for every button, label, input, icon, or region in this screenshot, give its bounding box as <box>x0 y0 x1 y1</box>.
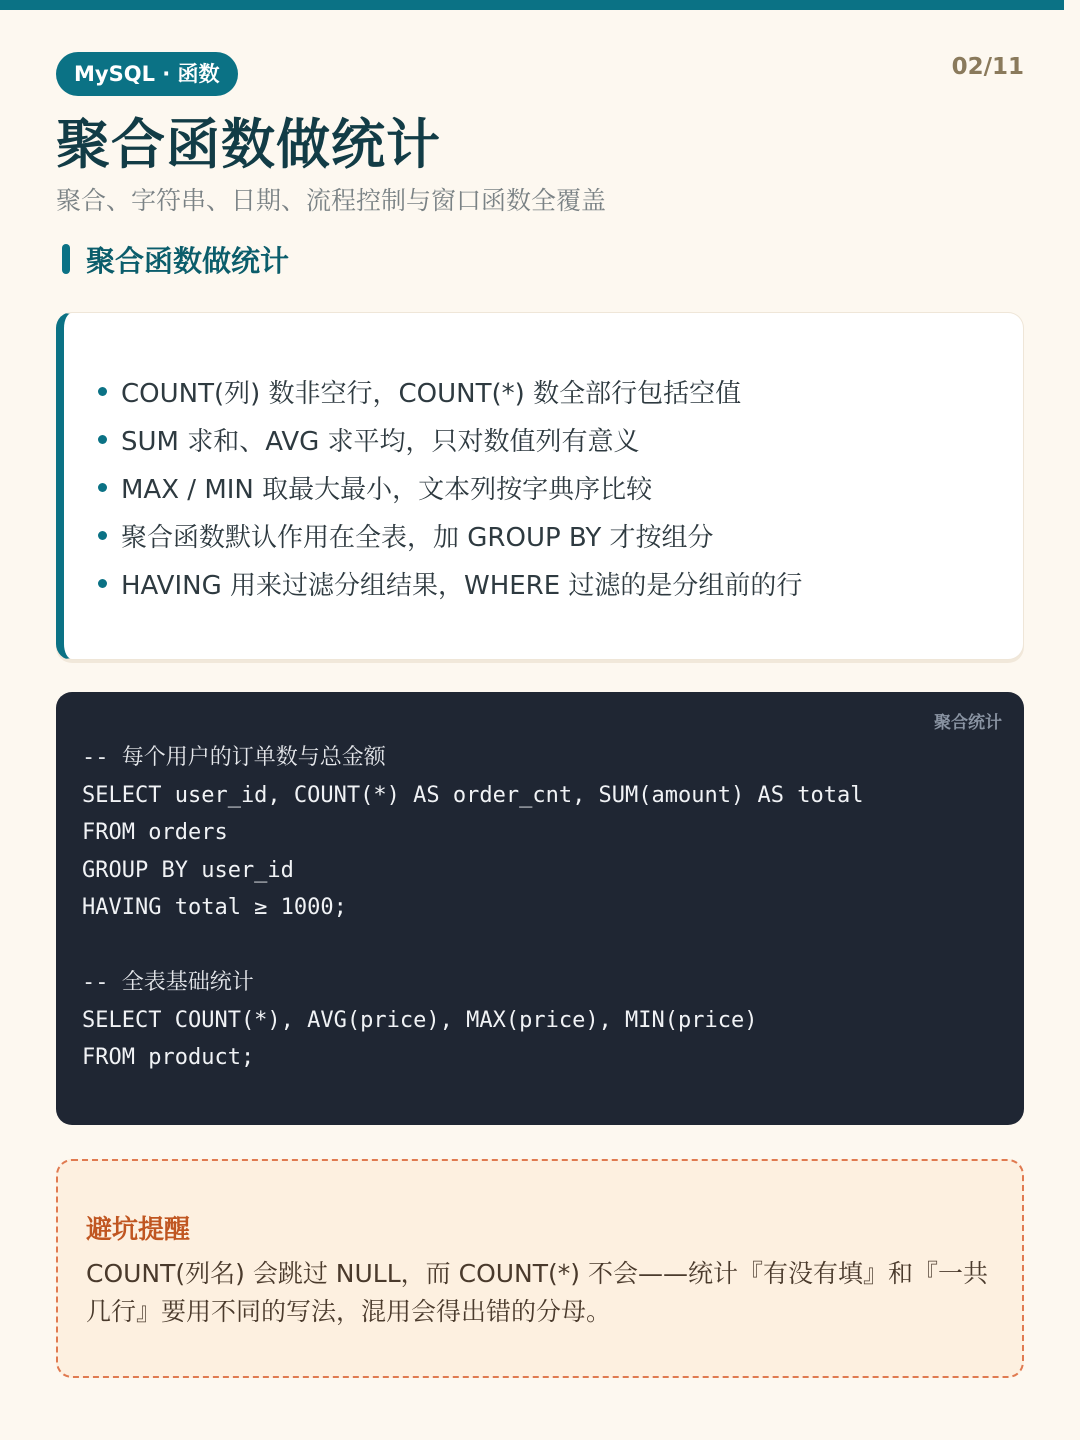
page-title: 聚合函数做统计 <box>56 113 441 176</box>
code-block <box>56 692 1024 1125</box>
list-item <box>98 367 802 415</box>
code-line: HAVING total ≥ 1000; <box>82 895 347 920</box>
topic-tag: MySQL · 函数 <box>56 52 238 96</box>
list-item-text: 聚合函数默认作用在全表，加 GROUP BY 才按组分 <box>121 522 714 553</box>
list-item <box>98 415 802 463</box>
code-line: SELECT COUNT(*), AVG(price), MAX(price), MIN(price) <box>82 1007 758 1033</box>
list-item-text: SUM 求和、AVG 求平均，只对数值列有意义 <box>121 426 640 457</box>
page-subtitle: 聚合、字符串、日期、流程控制与窗口函数全覆盖 <box>56 186 607 215</box>
code-content <box>82 739 863 1077</box>
warning-callout <box>56 1159 1024 1378</box>
page-header <box>56 52 1024 96</box>
list-item-text: MAX / MIN 取最大最小，文本列按字典序比较 <box>121 474 653 505</box>
bullet-dot-icon <box>98 483 107 492</box>
list-item <box>98 559 802 607</box>
list-item <box>98 463 802 511</box>
bullet-dot-icon <box>98 387 107 396</box>
section-heading-text: 聚合函数做统计 <box>86 243 290 278</box>
bullet-dot-icon <box>98 435 107 444</box>
code-line <box>82 927 863 965</box>
warning-body: COUNT(列名) 会跳过 NULL，而 COUNT(*) 不会——统计『有没有填』和『一共几行』要用不同的写法，混用会得出错的分母。 <box>86 1259 988 1326</box>
key-points-card <box>56 312 1024 660</box>
warning-title: 避坑提醒 <box>86 1215 191 1245</box>
section-heading <box>62 240 289 278</box>
bullet-dot-icon <box>98 531 107 540</box>
code-line: GROUP BY user_id <box>82 857 294 883</box>
code-line: FROM orders <box>82 820 228 845</box>
code-block-label: 聚合统计 <box>934 713 1002 733</box>
code-line: FROM product; <box>82 1045 255 1070</box>
page-number: 02/11 <box>951 54 1024 80</box>
top-accent-bar <box>0 0 1064 10</box>
bullet-dot-icon <box>98 579 107 588</box>
key-points-list <box>98 367 802 607</box>
list-item-text: HAVING 用来过滤分组结果，WHERE 过滤的是分组前的行 <box>121 570 803 601</box>
code-line: -- 全表基础统计 <box>82 970 254 995</box>
code-line: -- 每个用户的订单数与总金额 <box>82 745 386 770</box>
list-item <box>98 511 802 559</box>
list-item-text: COUNT(列) 数非空行，COUNT(*) 数全部行包括空值 <box>121 378 742 409</box>
code-line: SELECT user_id, COUNT(*) AS order_cnt, SUM(amount) AS total <box>82 782 864 808</box>
section-marker <box>62 244 70 274</box>
